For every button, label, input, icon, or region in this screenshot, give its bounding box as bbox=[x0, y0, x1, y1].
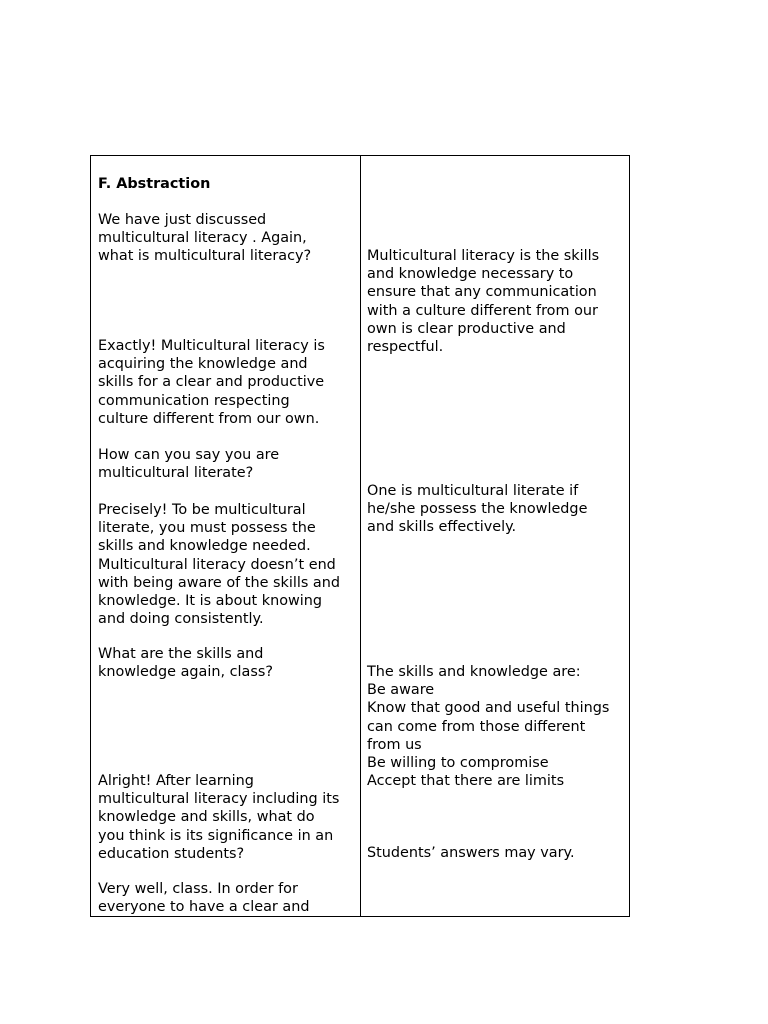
teacher-paragraph: Exactly! Multicultural literacy is acquiring the knowledge and skills for a clear and productive communication respecting culture different from our own. bbox=[98, 338, 325, 427]
teacher-paragraph: How can you say you are multicultural literate? bbox=[98, 447, 280, 482]
student-paragraph: One is multicultural literate if he/she possess the knowledge and skills effectively. bbox=[367, 483, 588, 536]
teacher-paragraph: Precisely! To be multicultural literate, you must possess the skills and knowledge needed. Multicultural literacy doesn’t end with being aware of the skills and knowledge. It is about knowing and doing consistently. bbox=[98, 502, 340, 628]
teacher-paragraph: We have just discussed multicultural literacy . Again, what is multicultural literacy? bbox=[98, 212, 312, 265]
student-activity-cell bbox=[361, 156, 629, 916]
section-heading: F. Abstraction bbox=[98, 176, 211, 192]
student-paragraph: Multicultural literacy is the skills and knowledge necessary to ensure that any communication with a culture different from our own is clear productive and respectful. bbox=[367, 248, 600, 356]
teacher-paragraph: What are the skills and knowledge again, class? bbox=[98, 646, 273, 681]
lesson-table bbox=[90, 155, 630, 917]
student-paragraph: Students’ answers may vary. bbox=[367, 845, 575, 861]
teacher-paragraph: Alright! After learning multicultural literacy including its knowledge and skills, what do you think is its significance in an education students? bbox=[98, 773, 340, 862]
teacher-activity-cell bbox=[91, 156, 360, 916]
teacher-paragraph: Very well, class. In order for everyone to have a clear and bbox=[98, 881, 310, 916]
student-paragraph: The skills and knowledge are: Be aware Know that good and useful things can come from those different from us Be willing to compromise Accept that there are limits bbox=[367, 664, 610, 790]
